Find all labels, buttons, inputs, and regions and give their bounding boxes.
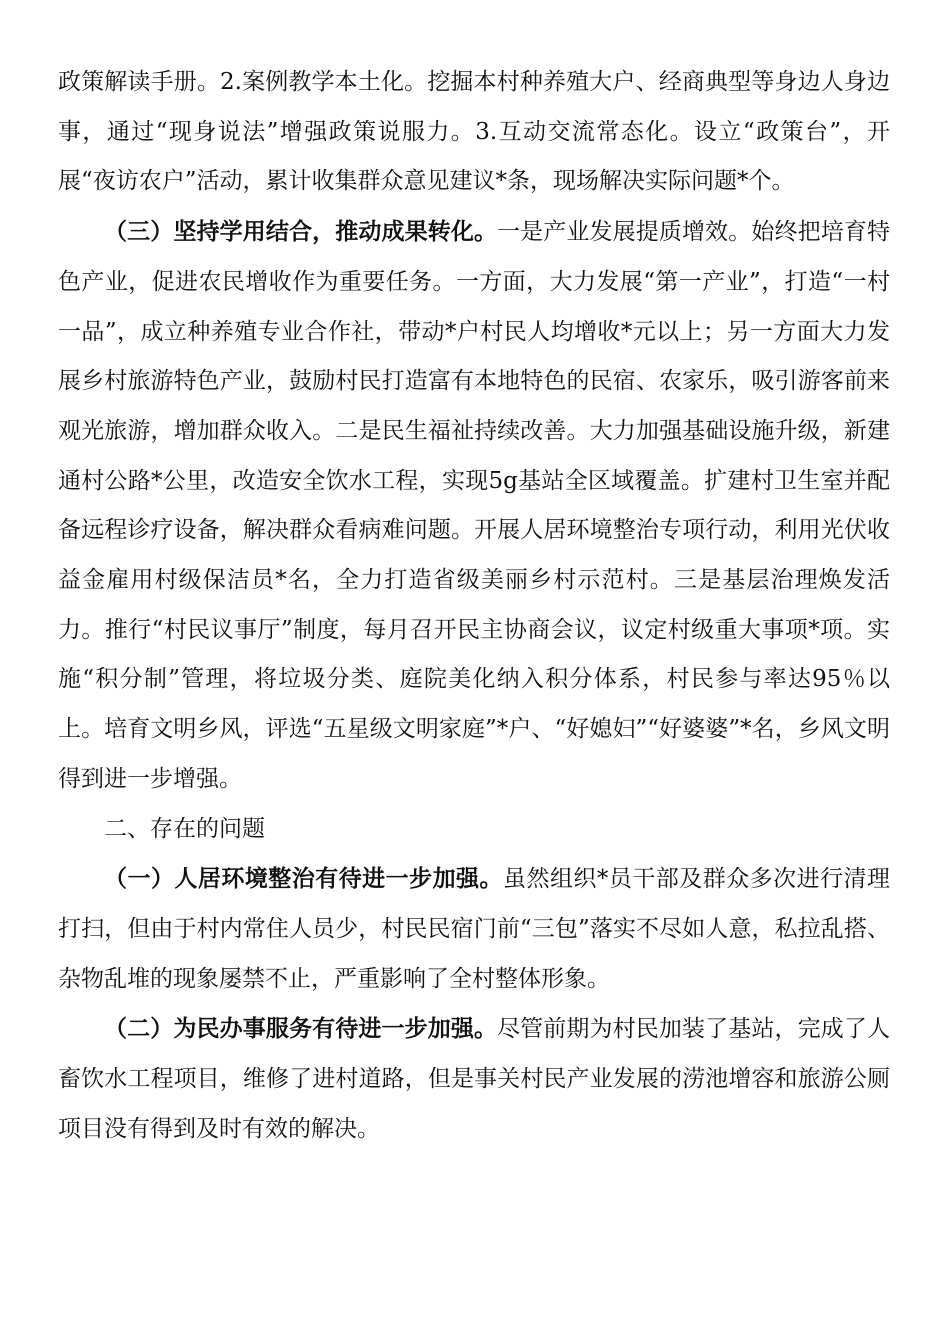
paragraph-lead-heading: （三）坚持学用结合，推动成果转化。 [104,218,498,246]
paragraph-lead-heading: （一）人居环境整治有待进一步加强。 [104,865,503,893]
paragraph-text: 虽然组织*员干部及群众多次进行清理打扫，但由于村内常住人员少，村民民宿门前“三包”落实不尽如人意，私拉乱搭、杂物乱堆的现象屡禁不止，严重影响了全村整体形象。 [58,866,891,992]
paragraph-policy-interpretation: 政策解读手册。2.案例教学本土化。挖掘本村种养殖大户、经商典型等身边人身边事，通过“现身说法”增强政策说服力。3.互动交流常态化。设立“政策台”，开展“夜访农户”活动，累计收集群众意见建议*条，现场解决实际问题*个。 [58,69,890,195]
document-body [58,58,890,1154]
paragraph-learning-application [58,207,890,804]
paragraph-lead-heading: （二）为民办事服务有待进一步加强。 [104,1015,498,1043]
paragraph-public-service [58,1004,890,1154]
paragraph-text: 一是产业发展提质增效。始终把培育特色产业，促进农民增收作为重要任务。一方面，大力发展“第一产业”，打造“一村一品”，成立种养殖专业合作社，带动*户村民人均增收*元以上；另一方面大力发展乡村旅游特色产业，鼓励村民打造富有本地特色的民宿、农家乐，吸引游客前来观光旅游，增加群众收入。二是民生福祉持续改善。大力加强基础设施升级，新建通村公路*公里，改造安全饮水工程，实现5g基站全区域覆盖。扩建村卫生室并配备远程诊疗设备，解决群众看病难问题。开展人居环境整治专项行动，利用光伏收益金雇用村级保洁员*名，全力打造省级美丽乡村示范村。三是基层治理焕发活力。推行“村民议事厅”制度，每月召开民主协商会议，议定村级重大事项*项。实施“积分制”管理，将垃圾分类、庭院美化纳入积分体系，村民参与率达95％以上。培育文明乡风，评选“五星级文明家庭”*户、“好媳妇”“好婆婆”*名，乡风文明得到进一步增强。 [58,219,891,792]
paragraph-text: 尽管前期为村民加装了基站，完成了人畜饮水工程项目，维修了进村道路，但是事关村民产业发展的涝池增容和旅游公厕项目没有得到及时有效的解决。 [58,1016,891,1142]
section-heading-problems: 二、存在的问题 [104,815,265,842]
paragraph-living-environment [58,854,890,1004]
